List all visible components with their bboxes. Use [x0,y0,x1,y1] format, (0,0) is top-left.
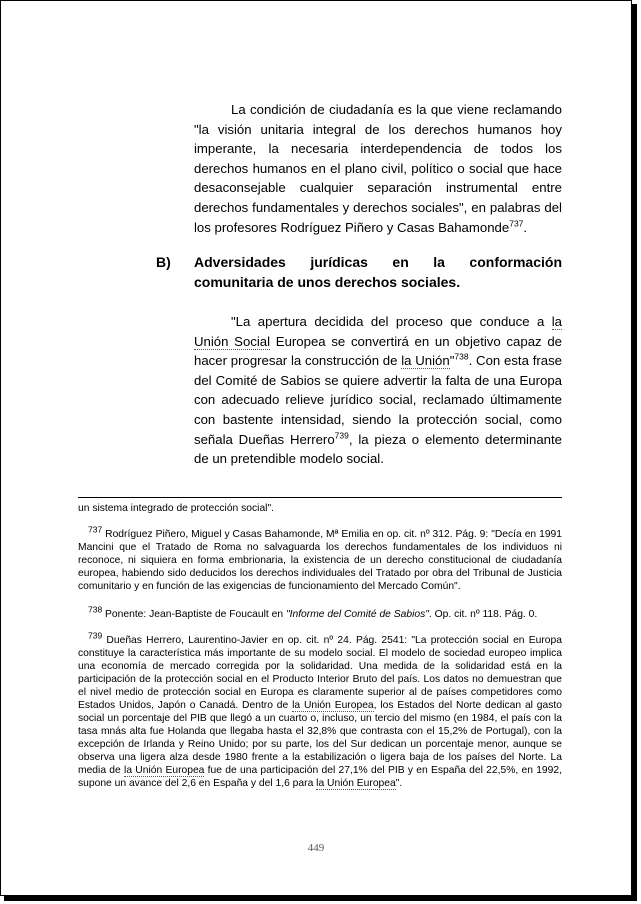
section-letter: B) [156,254,171,270]
footnote-text: Ponente: Jean-Baptiste de Foucault en [102,609,286,620]
footnote-739 [78,630,562,790]
text-run: "La apertura decidida del proceso que conduce a [231,314,552,329]
text-run: Europea se convertirá en un objetivo capaz de hacer progresar la construcción de [194,333,562,369]
footnote-text: ". [395,778,403,789]
footnote-separator [78,497,562,498]
footnote-text: Rodríguez Piñero, Miguel y Casas Bahamonde, Mª Emilia en op. cit. nº 312. Pág. 9: "Decía en 1991 Mancini que el Tratado de Roma no salvaguarda los derechos fundamentales de los individuos ni reconoce, ni siquiera en forma embrionaria, la existencia de un derecho constitucional de ciudadanía europea, habiendo sido deducidos los derechos individuales del Tratado por obra del Tribunal de Justicia comunitario y en función de las exigencias de funcionamiento del Mercado Común". [78,529,562,592]
footnote-ref-739[interactable]: 739 [334,430,349,441]
link-union-europea[interactable]: la Unión Europea [316,778,396,789]
section-title-line2: comunitaria de unos derechos sociales. [194,274,461,290]
section-title [194,252,562,292]
footnote-text: . Op. cit. nº 118. Pág. 0. [428,609,538,620]
footnote-number: 737 [88,524,103,535]
footnote-title-italic: "Informe del Comité de Sabios" [285,609,429,620]
text-run: , la pieza o elemento determinante de un pretendible modelo social. [194,431,562,467]
text-run: " [449,353,455,369]
link-union-europea[interactable]: la Unión Europea [124,765,205,776]
footnote-text: Dueñas Herrero, Laurentino-Javier en op. cit. nº 24. Pág. 2541: "La protección social en Europa constituye la característica más importante de su modelo social. El modelo de sociedad europeo implica una economía de mercado corregida por la solidaridad. Una medida de la solidaridad está en la participación de la protección social en el Producto Interior Bruto del país. Los datos no demuestran que el nivel medio de protección social en Europa es claramente superior al de países competidores como Estados Unidos, Japón o Canadá. Dentro de [78,635,562,711]
page-number: 449 [307,842,325,854]
paragraph-text: La condición de ciudadanía es la que viene reclamando "la visión unitaria integral de los derechos humanos hoy imperante, la necesaria interdependencia de todos los derechos humanos en el plano civil, político o social que hace desaconsejable cualquier separación instrumental entre derechos fundamentales y derechos sociales", en palabras del los profesores Rodríguez Piñero y Casas Bahamonde [194,102,562,235]
footnote-continuation: un sistema integrado de protección social". [78,503,274,514]
footnote-ref-737[interactable]: 737 [509,218,524,229]
footnote-text: , los Estados del Norte dedican al gasto social un porcentaje del PIB que llegó a un cuarto o, incluso, un tercio del mismo (en 1984, el país con la tasa mnás alta fue Holanda que llegaba hasta el 32,8% que contrasta con el 15,2% de Portugal), con la excepción de Irlanda y Reino Unido; por su parte, los del Sur dedican un porcentaje menor, aunque se observa una ligera alza desde 1980 frente a la estabilización o ligera baja de los países del Norte. La media de [78,700,562,776]
paragraph-social-union [194,312,562,469]
footnote-number: 739 [88,630,103,641]
text-run: . Con esta frase del Comité de Sabios se quiere advertir la falta de una Europa con adecuado relieve jurídico social, reclamado últimamente con bastente intensidad, siendo la protección social, como señala Dueñas Herrero [194,353,563,447]
page-shadow-bottom [4,896,637,901]
footnote-737 [78,524,562,593]
paragraph-citizenship [194,100,562,237]
link-union-europea[interactable]: la Unión Europea [292,700,374,711]
footnote-number: 738 [88,604,103,615]
link-union-social[interactable]: la Unión Social [194,314,562,349]
section-title-line1: Adversidades jurídicas en la conformación [194,254,562,270]
footnote-ref-738[interactable]: 738 [454,351,469,362]
footnote-738 [78,604,562,621]
footnote-text: fue de una participación del 27,1% del PIB y en España del 22,5%, en 1992, supone un avance del 2,6 en España y del 1,6 para [78,765,562,789]
page-shadow-right [632,4,637,900]
paragraph-end: . [523,219,528,235]
link-union[interactable]: la Unión [401,353,450,369]
